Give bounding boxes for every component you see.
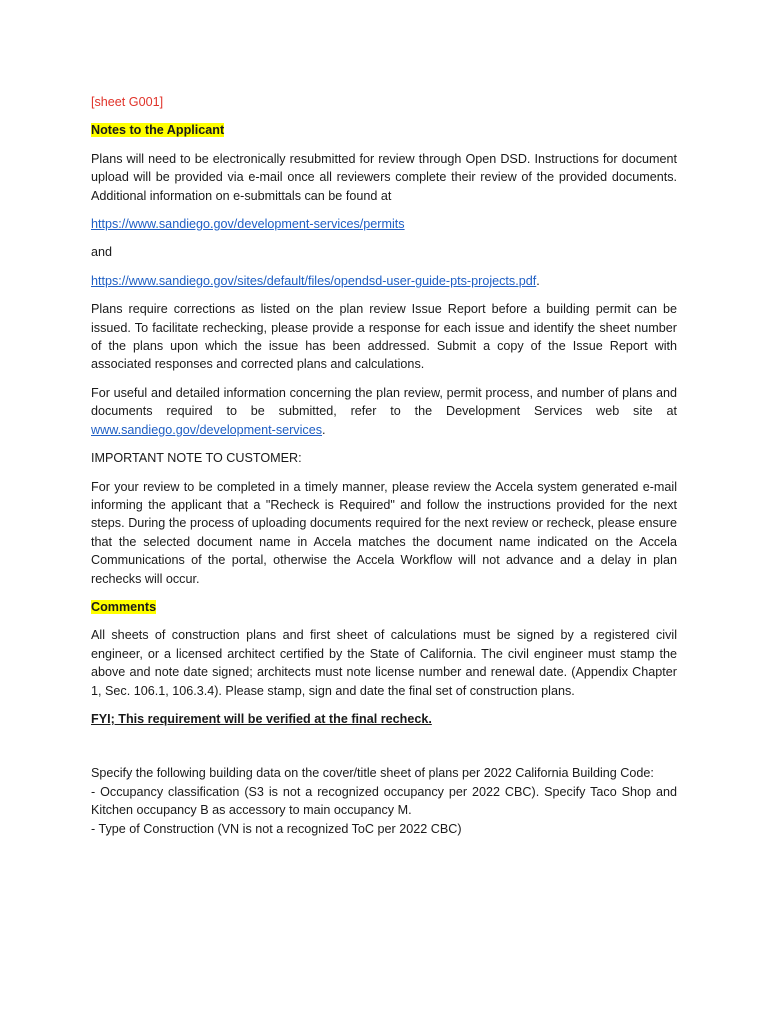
guide-link-suffix: . <box>536 273 540 288</box>
and-text: and <box>91 245 113 260</box>
comments-heading: Comments <box>91 599 157 614</box>
fyi-note: FYI; This requirement will be verified at the final recheck. <box>91 711 432 726</box>
user-guide-link[interactable]: https://www.sandiego.gov/sites/default/files/opendsd-user-guide-pts-projects.pdf <box>91 273 537 288</box>
notes-heading: Notes to the Applicant <box>91 123 225 138</box>
spec-occupancy-item: - Occupancy classification (S3 is not a recognized occupancy per 2022 CBC). Specify Taco Shop and Kitchen occupancy B as accessory to main occupancy M. <box>91 784 677 818</box>
sheet-tag: [sheet G001] <box>91 95 164 109</box>
guide-link-line <box>91 272 677 290</box>
dev-services-suffix: . <box>322 422 326 437</box>
resubmit-paragraph: Plans will need to be electronically resubmitted for review through Open DSD. Instructions for document upload will be provided via e-mail once all reviewers complete their review of the provided documents. Additional information on e-submittals can be found at <box>91 151 677 203</box>
corrections-paragraph: Plans require corrections as listed on the plan review Issue Report before a building permit can be issued. To facilitate rechecking, please provide a response for each issue and identify the sheet number of the plans upon which the issue has been addressed. Submit a copy of the Issue Report with associated responses and corrected plans and calculations. <box>91 302 677 372</box>
spec-intro: Specify the following building data on the cover/title sheet of plans per 2022 California Building Code: <box>91 766 654 781</box>
spacer <box>91 728 677 764</box>
permits-link[interactable]: https://www.sandiego.gov/development-services/permits <box>91 217 405 232</box>
info-paragraph <box>91 384 677 439</box>
permits-link-line <box>91 215 677 233</box>
accela-paragraph: For your review to be completed in a timely manner, please review the Accela system generated e-mail informing the applicant that a "Recheck is Required" and follow the instructions provided for the next steps. During the process of uploading documents required for the next review or recheck, please ensure that the selected document name in Accela matches the document name indicated on the Accela Communications of the portal, otherwise the Accela Workflow will not advance and a delay in plan rechecks will occur. <box>91 479 677 586</box>
dev-services-link[interactable]: www.sandiego.gov/development-services <box>91 422 323 437</box>
spec-construction-item: - Type of Construction (VN is not a recognized ToC per 2022 CBC) <box>91 821 462 836</box>
comments-heading-line <box>91 598 677 616</box>
signature-paragraph: All sheets of construction plans and first sheet of calculations must be signed by a registered civil engineer, or a licensed architect certified by the State of California. The civil engineer must stamp the above and note date signed; architects must note license number and renewal date. (Appendix Chapter 1, Sec. 106.1, 106.3.4). Please stamp, sign and date the final set of construction plans. <box>91 628 677 698</box>
notes-heading-line <box>91 121 677 139</box>
important-note: IMPORTANT NOTE TO CUSTOMER: <box>91 451 302 466</box>
info-paragraph-text: For useful and detailed information concerning the plan review, permit process, and number of plans and documents required to be submitted, refer to the Development Services web site at <box>91 385 677 419</box>
